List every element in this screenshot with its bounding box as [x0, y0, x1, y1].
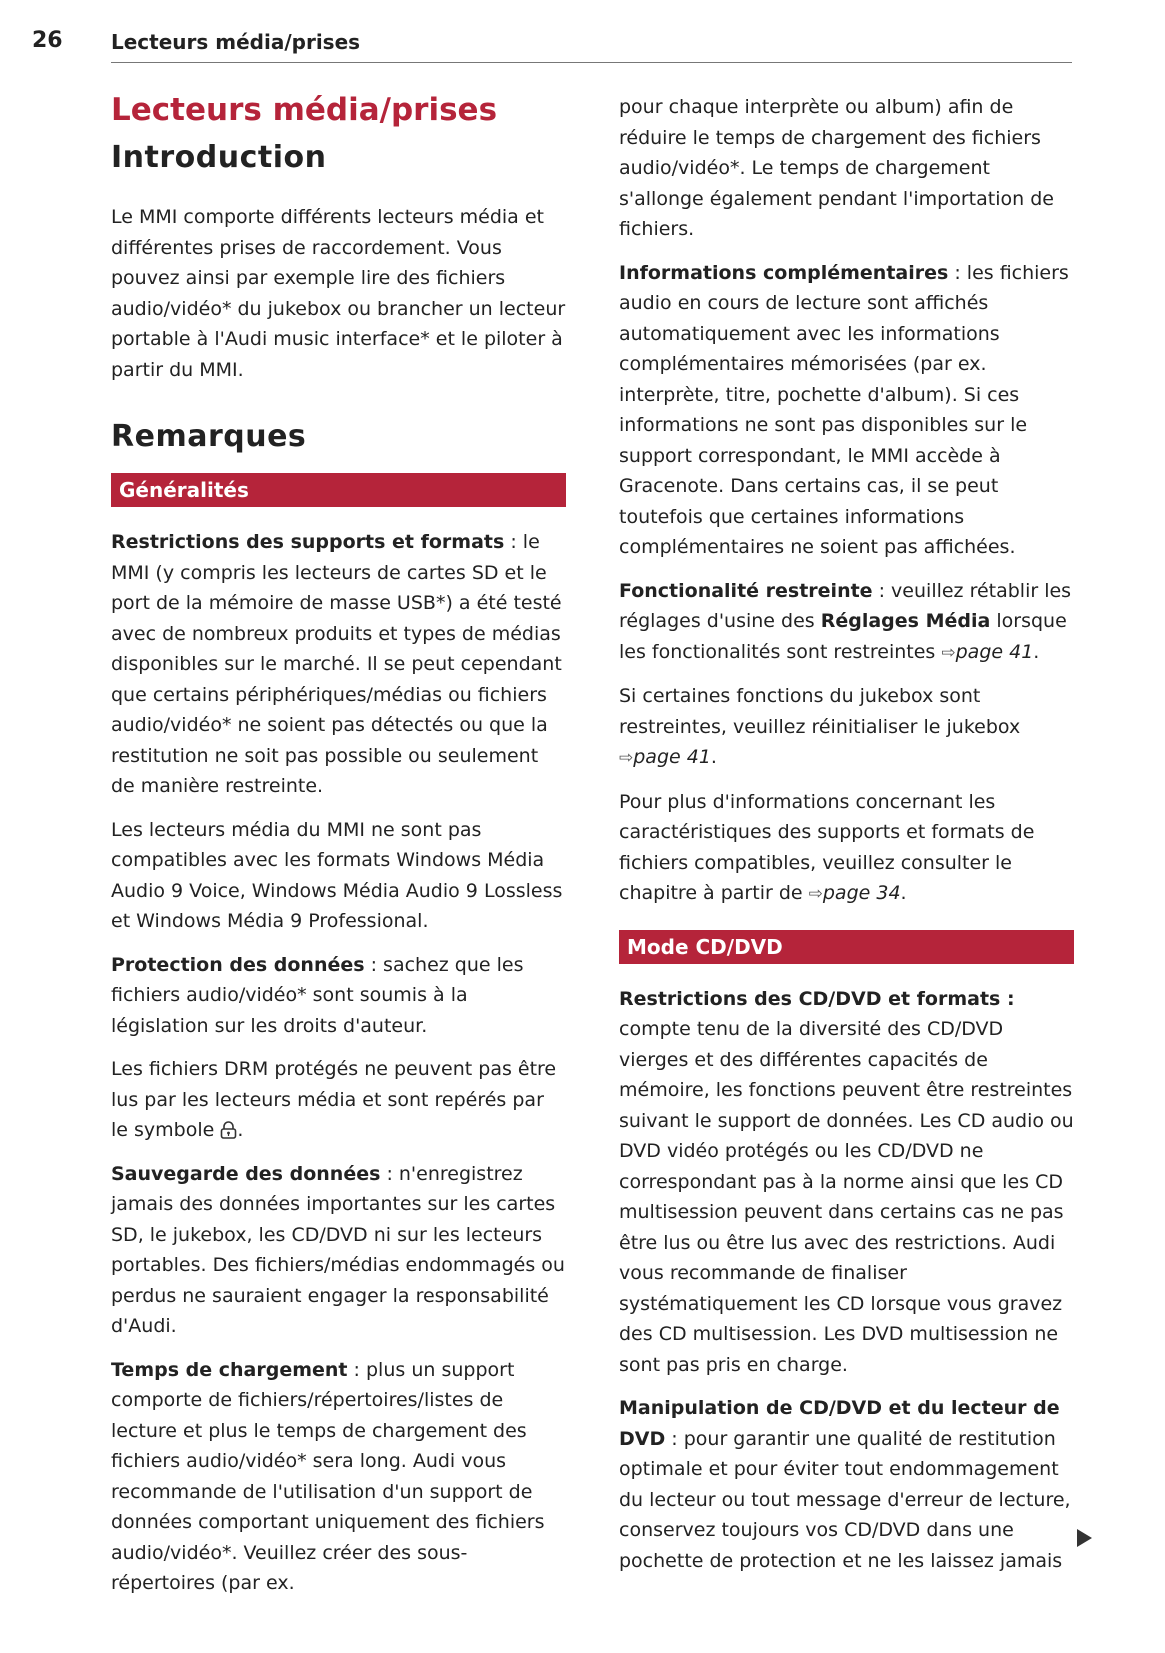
paragraph-text: Pour plus d'informations concernant les caractéristiques des supports et formats de fichiers compatibles, veuillez consulter le chapitre à partir de [619, 790, 1035, 904]
introduction-text: Le MMI comporte différents lecteurs média et différentes prises de raccordement. Vous pouvez ainsi par exemple lire des fichiers audio/vidéo* du jukebox ou brancher un lecteur portable à l'Audi music interface* et le piloter à partir du MMI. [111, 206, 566, 381]
right-column [619, 92, 1074, 1589]
lead-term: Restrictions des supports et formats [111, 531, 505, 553]
paragraph-manipulation [619, 1393, 1074, 1576]
remarques-heading: Remarques [111, 419, 307, 454]
lead-term: Restrictions des CD/DVD et formats : [619, 987, 1015, 1010]
paragraph-end: . [900, 882, 907, 904]
paragraph-text: Si certaines fonctions du jukebox sont restreintes, veuillez réinitialiser le jukebox [619, 685, 1021, 738]
paragraph-end: . [1033, 640, 1040, 663]
paragraph-text: : pour garantir une qualité de restitution optimale et pour éviter tout endommagement du lecteur ou tout message d'erreur de lecture, conservez toujours vos CD/DVD dans une pochette de protection et ne les laissez jamais [619, 1427, 1071, 1572]
page-reference-text: page 34 [822, 882, 901, 904]
paragraph-jukebox [619, 681, 1074, 774]
paragraph-restrictions-supports [111, 527, 566, 802]
running-header: Lecteurs média/prises [111, 30, 361, 54]
arrow-right-icon: ⇨ [619, 748, 634, 768]
paragraph-text: : veuillez rétablir les réglages d'usine des [619, 579, 1072, 632]
paragraph-formats: Les lecteurs média du MMI ne sont pas compatibles avec les formats Windows Média Audio 9 Voice, Windows Média Audio 9 Lossless et Windows Média 9 Professional. [111, 818, 563, 932]
mode-cd-dvd-section-bar: Mode CD/DVD [619, 930, 1074, 964]
paragraph-text: compte tenu de la diversité des CD/DVD vierges et des différentes capacités de mémoire, les fonctions peuvent être restreintes suivant le support de données. Les CD audio ou DVD vidéo protégés ou les CD/DVD ne correspondant pas à la norme ainsi que les CD multisession peuvent dans certains cas ne pas être lus ou être lus avec des restrictions. Audi vous recommande de finaliser systématiquement les CD lorsque vous gravez des CD multisession. Les DVD multisession ne sont pas pris en charge. [619, 1018, 1074, 1376]
page-reference-link[interactable] [619, 746, 711, 768]
lead-term: Informations complémentaires [619, 261, 949, 284]
lead-term: Manipulation de CD/DVD et du lecteur de DVD [619, 1397, 1060, 1450]
lead-term: Temps de chargement [111, 1358, 348, 1381]
arrow-right-icon: ⇨ [941, 642, 956, 663]
continue-arrow-icon [1077, 1529, 1092, 1547]
paragraph-end: . [237, 1119, 244, 1141]
paragraph-fonctionalite [619, 576, 1074, 669]
left-column [111, 88, 566, 1612]
paragraph-continued: pour chaque interprète ou album) afin de réduire le temps de chargement des fichiers audio/vidéo*. Le temps de chargement s'allonge également pendant l'importation de fichiers. [619, 96, 1054, 240]
paragraph-text: : le MMI (y compris les lecteurs de cartes SD et le port de la mémoire de masse USB*) a été testé avec de nombreux produits et types de médias disponibles sur le marché. Il se peut cependant que certains périphériques/médias ou fichiers audio/vidéo* ne soient pas détectés ou que la restitution ne soit pas possible ou seulement de manière restreinte. [111, 531, 562, 797]
paragraph-temps-chargement [111, 1355, 566, 1599]
header-rule [111, 62, 1072, 63]
introduction-heading: Introduction [111, 140, 327, 175]
page-reference-link[interactable] [941, 641, 1033, 663]
paragraph-text: : les fichiers audio en cours de lecture sont affichés automatiquement avec les informations complémentaires mémorisées (par ex. interprète, titre, pochette d'album). Si ces informations ne sont pas disponibles sur le support correspondant, le MMI accède à Gracenote. Dans certains cas, il se peut toutefois que certaines informations complémentaires ne soient pas affichées. [619, 261, 1069, 558]
paragraph-sauvegarde [111, 1159, 566, 1342]
page-number: 26 [32, 28, 63, 53]
paragraph-text: : sachez que les fichiers audio/vidéo* sont soumis à la législation sur les droits d'auteur. [111, 953, 524, 1037]
paragraph-text: lorsque les fonctionalités sont restreintes [619, 610, 1067, 663]
paragraph-drm [111, 1054, 566, 1146]
bold-term: Réglages Média [820, 610, 991, 632]
paragraph-text: : n'enregistrez jamais des données importantes sur les cartes SD, le jukebox, les CD/DVD ni sur les lecteurs portables. Des fichiers/médias endommagés ou perdus ne sauraient engager la responsabilité d'Audi. [111, 1162, 565, 1337]
paragraph-informations [619, 258, 1074, 563]
paragraph-restrictions-cd-dvd [619, 984, 1074, 1381]
paragraph-plus-informations [619, 787, 1074, 910]
page-reference-text: page 41 [955, 640, 1034, 663]
paragraph-protection-donnees [111, 950, 566, 1042]
lead-term: Fonctionalité restreinte [619, 579, 873, 602]
lead-term: Protection des données [111, 953, 365, 976]
lock-icon [220, 1121, 237, 1139]
lead-term: Sauvegarde des données [111, 1162, 381, 1185]
paragraph-end: . [710, 746, 717, 768]
paragraph-text: Les fichiers DRM protégés ne peuvent pas être lus par les lecteurs média et sont repérés par le symbole [111, 1058, 557, 1141]
arrow-right-icon: ⇨ [808, 884, 823, 904]
page-reference-link[interactable] [809, 882, 901, 904]
generalites-section-bar: Généralités [111, 473, 566, 507]
chapter-title: Lecteurs média/prises [111, 92, 498, 128]
paragraph-text: : plus un support comporte de fichiers/répertoires/listes de lecture et plus le temps de chargement des fichiers audio/vidéo* sera long. Audi vous recommande de l'utilisation d'un support de données comportant uniquement des fichiers audio/vidéo*. Veuillez créer des sous-répertoires (par ex. [111, 1358, 545, 1594]
page-reference-text: page 41 [633, 746, 711, 768]
